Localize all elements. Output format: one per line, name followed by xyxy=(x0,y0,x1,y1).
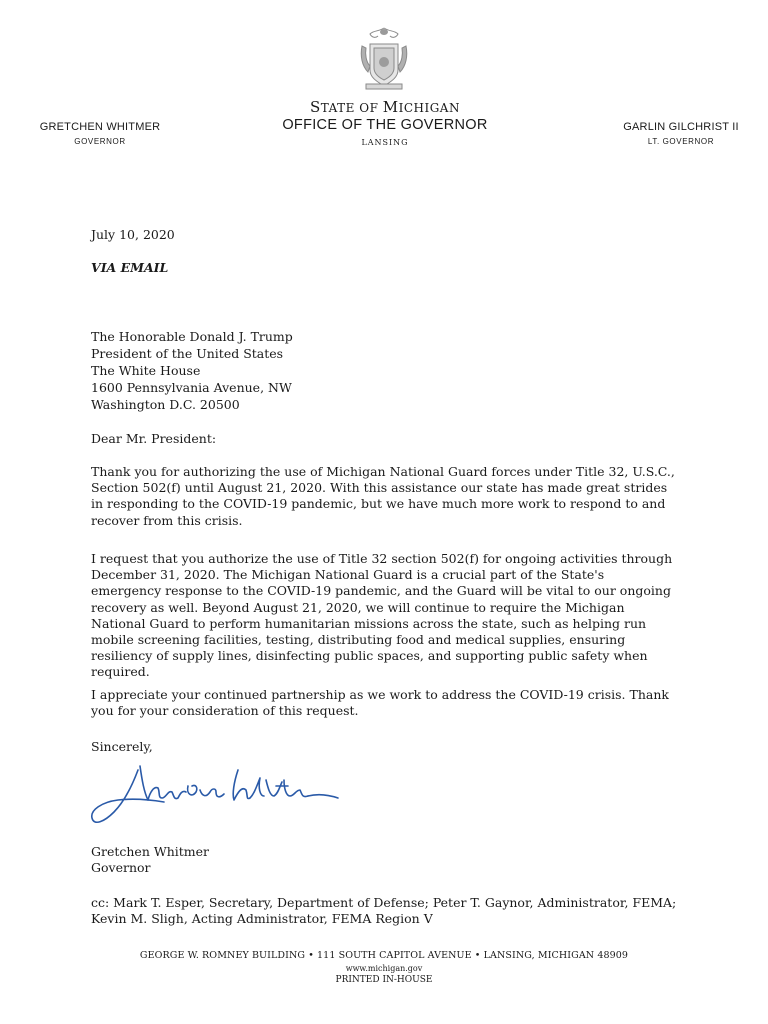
michigan-initial: M xyxy=(382,98,399,116)
delivery-method: VIA EMAIL xyxy=(91,260,169,275)
address-line: President of the United States xyxy=(91,345,284,361)
governor-block xyxy=(30,121,170,146)
footer-website: www.michigan.gov xyxy=(345,964,423,973)
office-of-governor-heading: OFFICE OF THE GOVERNOR xyxy=(282,117,488,133)
footer-printed: PRINTED IN-HOUSE xyxy=(335,975,433,985)
city-label: LANSING xyxy=(361,138,409,147)
lt-governor-block xyxy=(606,121,756,146)
address-line: The White House xyxy=(91,362,201,378)
michigan-rest: ICHIGAN xyxy=(398,101,460,115)
body-paragraph-3: I appreciate your continued partnership as we work to address the COVID-19 crisis. Thank you for your consideration of this request. xyxy=(91,687,669,719)
recipient-address xyxy=(91,329,677,413)
cc-list: cc: Mark T. Esper, Secretary, Department of Defense; Peter T. Gaynor, Administrator, FEMA; Kevin M. Sligh, Acting Administrator, FEMA Region V xyxy=(91,895,677,927)
michigan-state-seal-icon xyxy=(356,26,412,90)
address-line: 1600 Pennsylvania Avenue, NW xyxy=(91,379,292,395)
lt-governor-name: GARLIN GILCHRIST II xyxy=(623,121,739,133)
governor-name: GRETCHEN WHITMER xyxy=(39,121,161,133)
signer-block xyxy=(91,844,677,876)
state-initial: S xyxy=(310,98,321,116)
closing: Sincerely, xyxy=(91,739,153,754)
lt-governor-title: LT. GOVERNOR xyxy=(647,137,715,146)
state-rest: TATE OF xyxy=(320,101,383,115)
signer-title: Governor xyxy=(91,860,151,876)
salutation: Dear Mr. President: xyxy=(91,431,217,446)
governor-title: GOVERNOR xyxy=(74,137,126,146)
signer-name: Gretchen Whitmer xyxy=(91,844,209,859)
state-of-michigan-heading xyxy=(230,98,540,116)
body-paragraph-1: Thank you for authorizing the use of Michigan National Guard forces under Title 32, U.S.C., Section 502(f) until August 21, 2020. With this assistance our state has made great strides in responding to the COVID-19 pandemic, but we have much more work to respond to and recover from this crisis. xyxy=(91,464,675,528)
address-line: The Honorable Donald J. Trump xyxy=(91,329,293,344)
footer-address: GEORGE W. ROMNEY BUILDING • 111 SOUTH CAPITOL AVENUE • LANSING, MICHIGAN 48909 xyxy=(139,950,629,961)
body-paragraph-2: I request that you authorize the use of Title 32 section 502(f) for ongoing activities through December 31, 2020. The Michigan National Guard is a crucial part of the State's emergency response to the COVID-19 pandemic, and the Guard will be vital to our ongoing recovery as well. Beyond August 21, 2020, we will continue to require the Michigan National Guard to perform humanitarian missions across the state, such as helping run mobile screening facilities, testing, distributing food and medical supplies, ensuring resiliency of supply lines, disinfecting public spaces, and supporting public safety when required. xyxy=(91,551,673,680)
address-line: Washington D.C. 20500 xyxy=(91,396,240,412)
letter-date: July 10, 2020 xyxy=(91,227,175,242)
handwritten-signature xyxy=(88,756,340,836)
